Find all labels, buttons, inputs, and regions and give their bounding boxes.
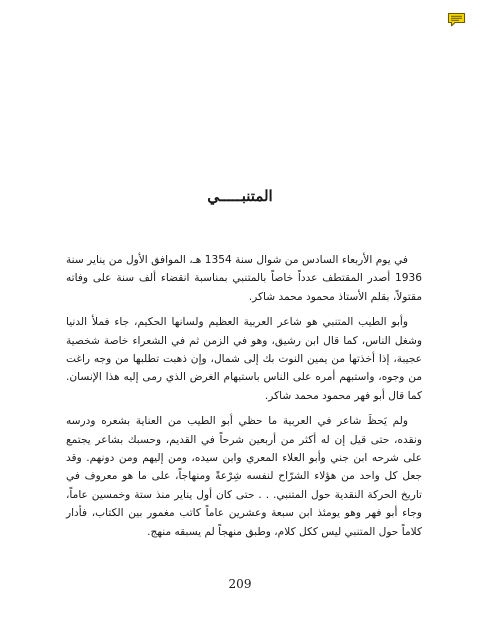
chapter-title: المتنبـــــي [207, 187, 273, 205]
page-number: 209 [228, 577, 252, 591]
paragraph-3: ولم يَحظَ شاعر في العربية ما حظي أبو الطيب من العناية بشعره ودرسه ونقده، حتى قيل إن له أكثر من أربعين شرحاً في القديم، وحسبك بشاعر يجتمع على شرحه ابن جني وأبو العلاء المعري وابن سيده، ومن إليهم ومن دونهم. وقد جعل كل واحد من هؤلاء الشرّاح لنفسه شِرْعةً ومنهاجاً، على ما هو معروف في تاريخ الحركة النقدية حول المتنبي. . . حتى كان أول يناير منذ ستة وخمسين عاماً، وجاء أبو فهر وهو يومئذ ابن سبعة وعشرين عاماً كاتب مغمور بين الكتاب، فأدار كلاماً حول المتنبي ليس ككل كلام، وطبق منهجاً لم يسبقه منهج. [66, 415, 422, 538]
paragraph-2: وأبو الطيب المتنبي هو شاعر العربية العظيم ولسانها الحكيم، جاء فملأ الدنيا وشغل الناس، كما قال ابن رشيق، وهو في الزمن ثم في الشعراء خاصة شخصية عجيبة، إذا أخذتها من يمين النوت بك إلى شمال، وإن ذهبت تطلبها من وجه راغت من وجوه، واستبهم أمره على الناس باستبهام الغرض الذي رمى إليه هذا الإنسان. كما قال أبو فهر محمود محمد شاكر. [66, 316, 422, 402]
body-text [66, 251, 422, 541]
paragraph-1: في يوم الأربعاء السادس من شوال سنة 1354 هـ، الموافق الأول من يناير سنة 1936 أصدر المقتطف عدداً خاصاً بالمتنبي بمناسبة انقضاء ألف سنة على وفاته مقتولاً، بقلم الأستاذ محمود محمد شاكر. [66, 254, 422, 303]
